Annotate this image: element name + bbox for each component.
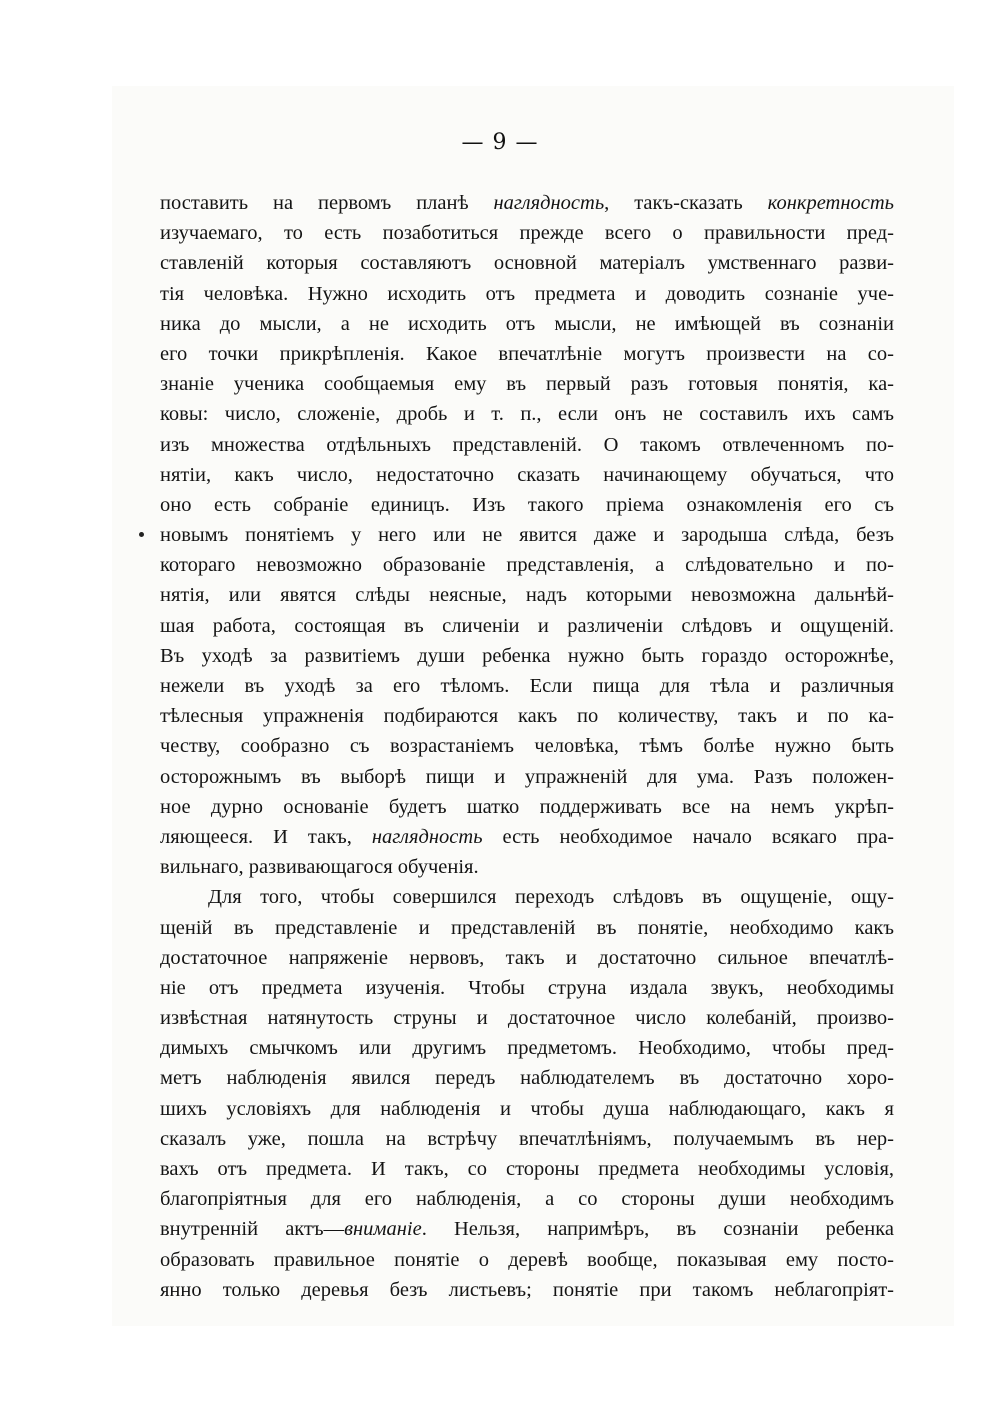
- text-line: образовать правильное понятіе о деревѣ вообще, показывая ему посто-: [160, 1248, 894, 1271]
- text-line: янно только деревья безъ листьевъ; понятіе при такомъ неблагопріят-: [160, 1278, 894, 1301]
- text-line: щеній въ представленіе и представленій въ понятіе, необходимо какъ: [160, 916, 894, 939]
- text-line: его точки прикрѣпленія. Какое впечатлѣніе могутъ произвести на со-: [160, 342, 894, 365]
- emphasis: конкретность: [767, 192, 894, 214]
- text-line: котораго невозможно образованіе представленія, а слѣдовательно и по-: [160, 554, 894, 577]
- text-line: благопріятныя для его наблюденія, а со стороны души необходимъ: [160, 1188, 894, 1211]
- text-line: Для того, чтобы совершился переходъ слѣдовъ въ ощущеніе, ощу-: [208, 886, 894, 909]
- text-line: Въ уходѣ за развитіемъ души ребенка нужно быть гораздо осторожнѣе,: [160, 644, 894, 667]
- text-line: шихъ условіяхъ для наблюденія и чтобы душа наблюдающаго, какъ я: [160, 1097, 894, 1120]
- text-line: изучаемаго, то есть позаботиться прежде всего о правильности пред-: [160, 222, 894, 245]
- emphasis: наглядность: [493, 192, 605, 214]
- text-line: ковы: число, сложеніе, дробь и т. п., если онъ не составилъ ихъ самъ: [160, 403, 894, 426]
- text-line: оно есть собраніе единицъ. Изъ такого пріема ознакомленія его съ: [160, 493, 894, 516]
- text-line: ляющееся. И такъ, наглядность есть необходимое начало всякаго пра-: [160, 825, 894, 848]
- text-line: тѣлесныя упражненія подбираются какъ по количеству, такъ и по ка-: [160, 705, 894, 728]
- text-line: осторожнымъ въ выборѣ пищи и упражненій для ума. Разъ положен-: [160, 765, 894, 788]
- emphasis: вниманіе: [344, 1218, 422, 1241]
- page-number: — 9 —: [461, 130, 539, 155]
- text-line: нятіи, какъ число, недостаточно сказать начинающему обучаться, что: [160, 463, 894, 486]
- text-line: изъ множества отдѣльныхъ представленій. О такомъ отвлеченномъ по-: [160, 433, 894, 456]
- margin-mark: [139, 532, 144, 537]
- text-line: шая работа, состоящая въ сличеніи и различеніи слѣдовъ и ощущеній.: [160, 614, 894, 637]
- text-line: димыхъ смычкомъ или другимъ предметомъ. Необходимо, чтобы пред-: [160, 1037, 894, 1060]
- text-line: достаточное напряженіе нервовъ, такъ и достаточно сильное впечатлѣ-: [160, 946, 894, 969]
- text-line: извѣстная натянутость струны и достаточное число колебаній, произво-: [160, 1007, 894, 1030]
- text-line: нежели въ уходѣ за его тѣломъ. Если пища для тѣла и различныя: [160, 675, 894, 697]
- text-line: вахъ отъ предмета. И такъ, со стороны предмета необходимы условія,: [160, 1158, 894, 1180]
- text-line: внутренній актъ—вниманіе. Нельзя, напримѣръ, въ сознаніи ребенка: [160, 1218, 894, 1241]
- text-line: новымъ понятіемъ у него или не явится даже и зародыша слѣда, безъ: [160, 524, 894, 547]
- text-line: тія человѣка. Нужно исходить отъ предмета и доводить сознаніе уче-: [160, 282, 894, 305]
- text-line: поставить на первомъ планѣ наглядность, такъ-сказать конкретность: [160, 192, 894, 214]
- text-line: нятія, или явятся слѣды неясные, надъ которыми невозможна дальнѣй-: [160, 584, 894, 607]
- text-line: сказалъ уже, пошла на встрѣчу впечатлѣніямъ, получаемымъ въ нер-: [160, 1127, 894, 1150]
- emphasis: наглядность: [371, 825, 483, 848]
- text-line: вильнаго, развивающагося обученія.: [160, 856, 479, 879]
- text-line: ставленій которыя составляютъ основной матеріалъ умственнаго разви-: [160, 252, 894, 275]
- text-line: метъ наблюденія явился передъ наблюдателемъ въ достаточно хоро-: [160, 1067, 894, 1090]
- text-line: ное дурно основаніе будетъ шатко поддерживать все на немъ укрѣп-: [160, 795, 894, 818]
- text-line: знаніе ученика сообщаемыя ему въ первый разъ готовыя понятія, ка-: [160, 373, 894, 396]
- text-line: ніе отъ предмета изученія. Чтобы струна издала звукъ, необходимы: [160, 976, 894, 999]
- body-text: [160, 188, 894, 1305]
- text-line: ника до мысли, а не исходить отъ мысли, не имѣющей въ сознаніи: [160, 312, 894, 335]
- text-line: честву, сообразно съ возрастаніемъ человѣка, тѣмъ болѣе нужно быть: [160, 735, 894, 758]
